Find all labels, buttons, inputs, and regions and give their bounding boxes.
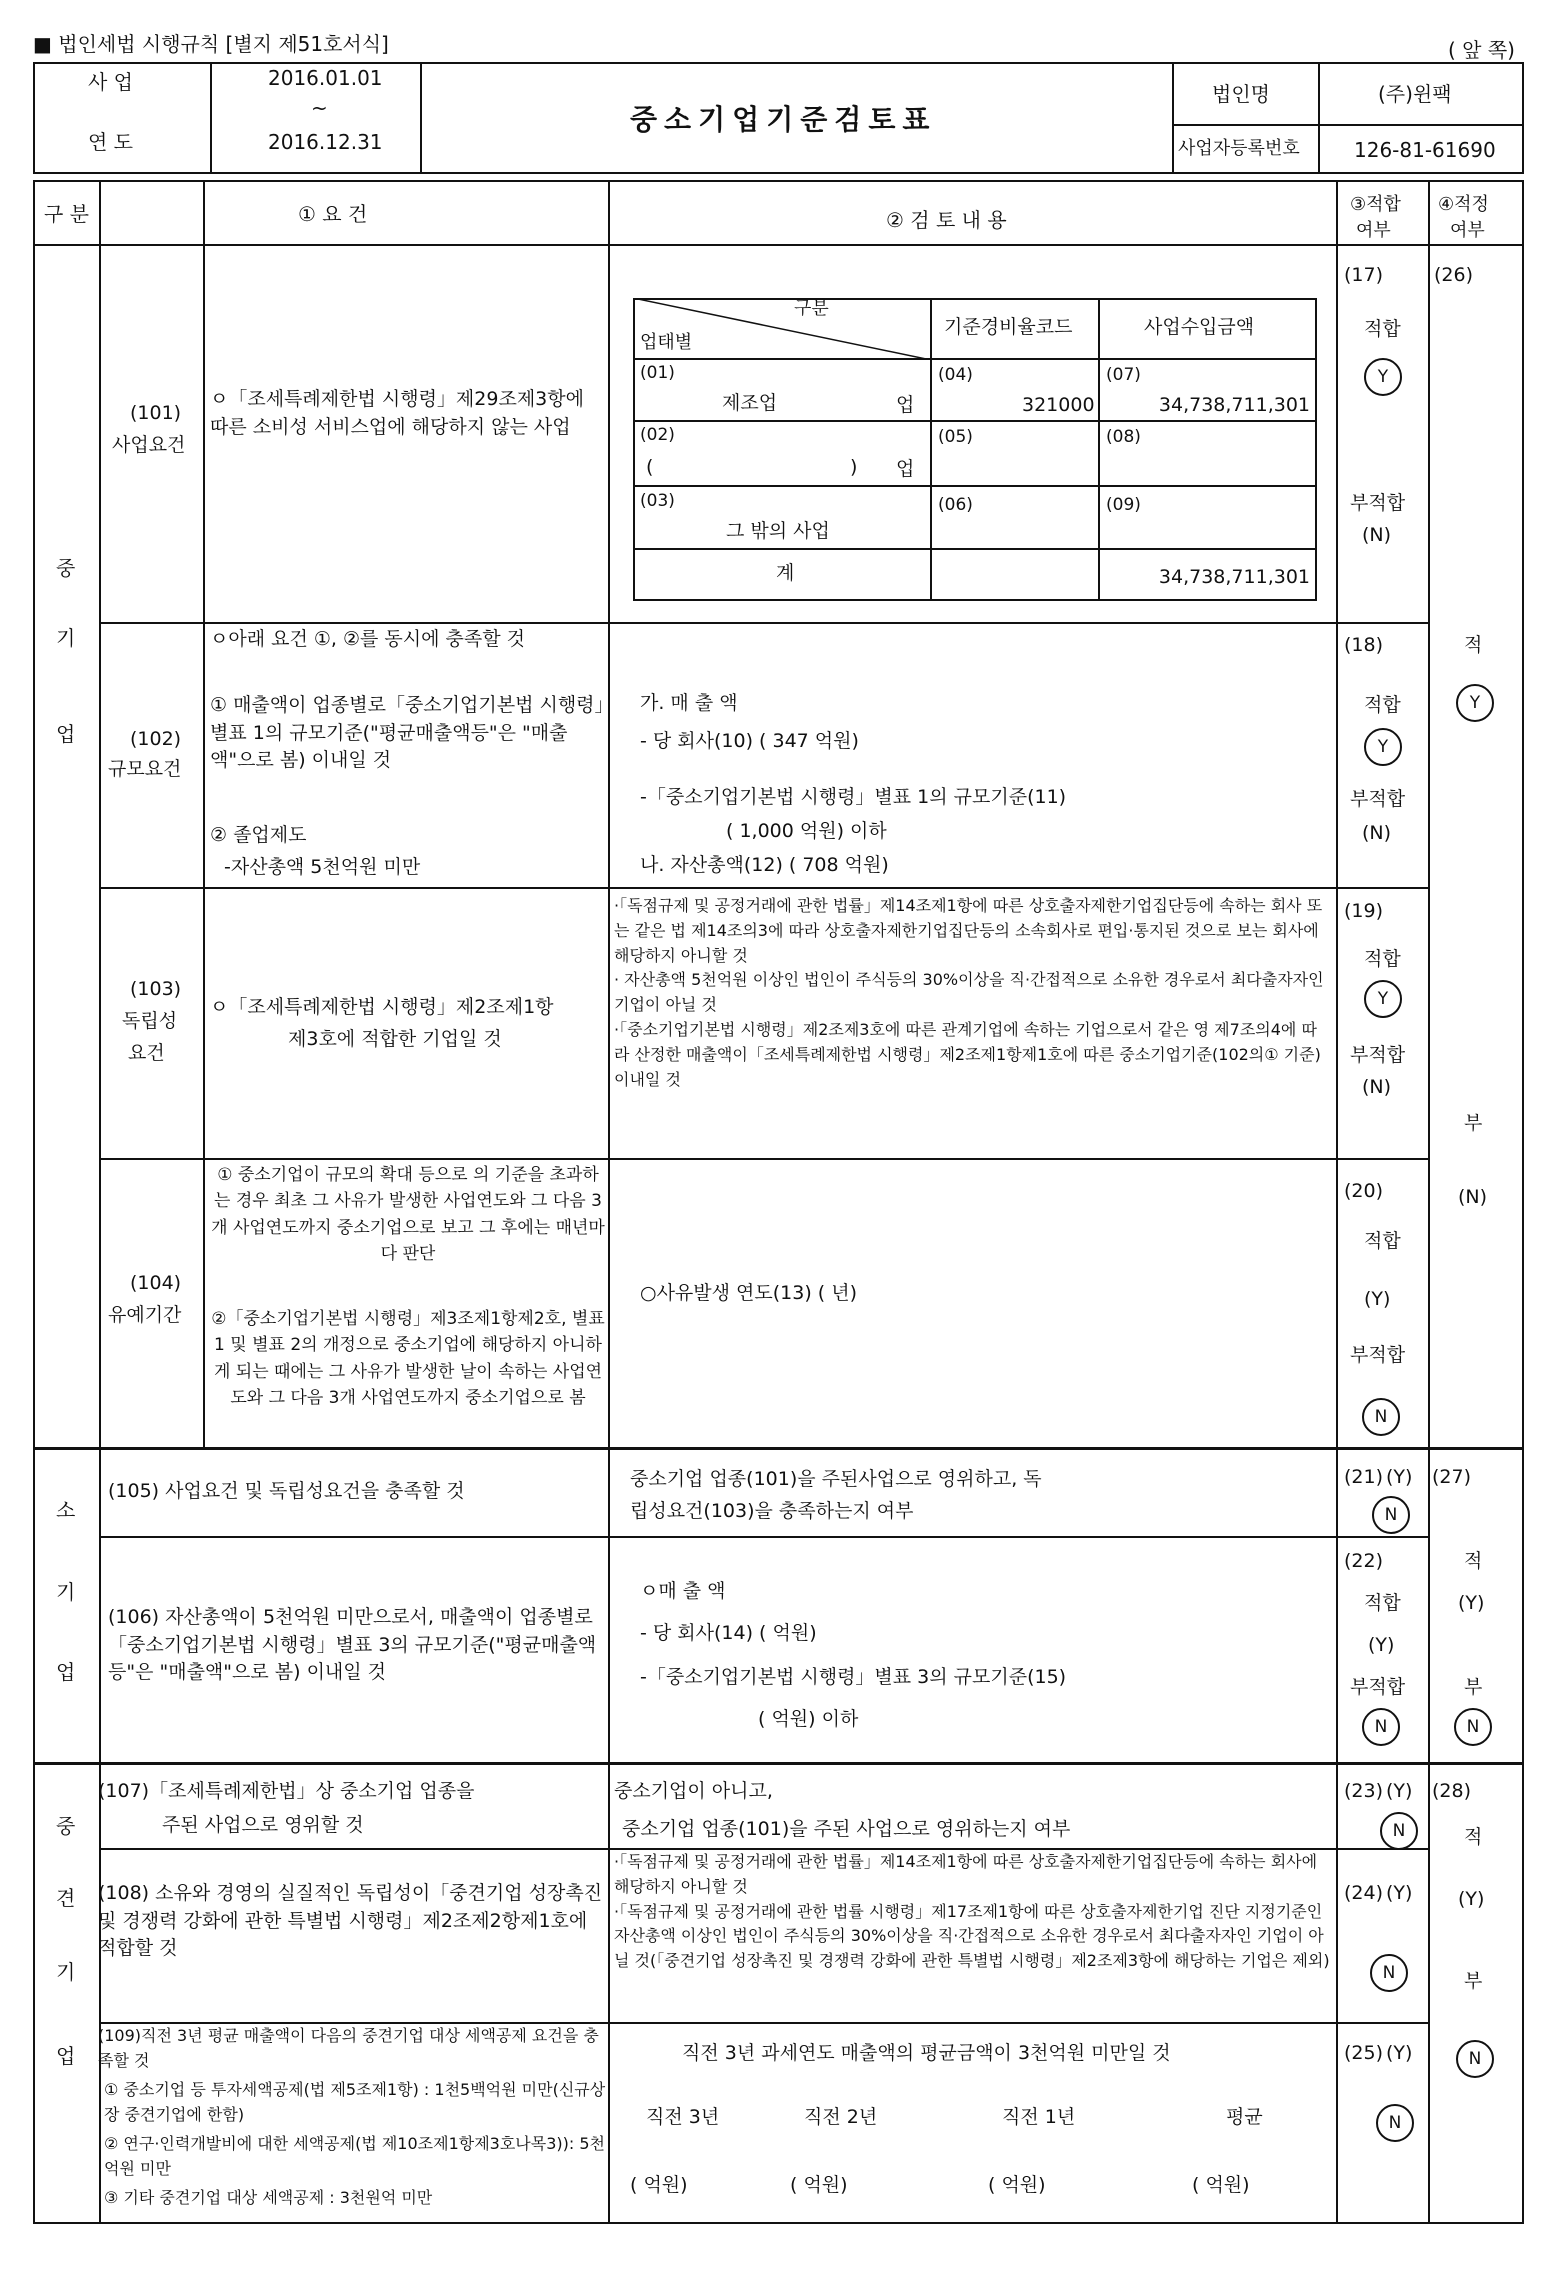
r109-y3: 직전 3년 xyxy=(646,2106,720,2128)
biz-reg-label: 사업자등록번호 xyxy=(1178,138,1300,159)
r103-fit-n: (N) xyxy=(1362,1076,1392,1098)
r101-row3-no: (03) xyxy=(640,491,675,511)
r103-fit-no-label: 부적합 xyxy=(1350,1044,1406,1066)
col-fit-1: ③적합 xyxy=(1350,194,1401,215)
r102-rev-a2: -「중소기업기본법 시행령」별표 1의 규모기준(11) xyxy=(640,786,1067,808)
r109-amt-avg: ( 억원) xyxy=(1192,2174,1250,2196)
r106-rev-4: ( 억원) 이하 xyxy=(758,1708,859,1730)
r102-fit-y-circled: Y xyxy=(1364,728,1402,766)
r106-rev-3: -「중소기업기본법 시행령」별표 3의 규모기준(15) xyxy=(640,1666,1067,1688)
r103-req-2: 제3호에 적합한 기업일 것 xyxy=(288,1028,502,1050)
r101-row1-no: (01) xyxy=(640,363,675,383)
r101-row1-unit: 업 xyxy=(896,394,915,416)
r101-fit-yes: 적합 xyxy=(1364,318,1401,340)
group-small-1: 소 xyxy=(56,1498,76,1522)
eligible-1-label-2: 부 xyxy=(1464,1112,1483,1134)
r106-fit-yes: 적합 xyxy=(1364,1592,1401,1614)
r105-fit-no: (21) xyxy=(1344,1466,1384,1488)
r102-rev-a1: - 당 회사(10) ( 347 억원) xyxy=(640,730,859,752)
r101-row1-code: 321000 xyxy=(1022,394,1095,416)
r109-y2: 직전 2년 xyxy=(804,2106,878,2128)
r102-rev-a3: ( 1,000 억원) 이하 xyxy=(726,820,887,842)
r101-row2-code-no: (05) xyxy=(938,427,973,447)
r101-row2-unit: 업 xyxy=(896,458,915,480)
r102-req-intro: ㅇ아래 요건 ①, ②를 동시에 충족할 것 xyxy=(210,628,525,650)
r108-fit-no: (24) xyxy=(1344,1882,1384,1904)
col-category: 구 분 xyxy=(44,202,89,226)
r102-req-2b: -자산총액 5천억원 미만 xyxy=(224,856,421,878)
r107-req-2: 주된 사업으로 영위할 것 xyxy=(162,1814,364,1836)
r101-row1-amt-no: (07) xyxy=(1106,365,1141,385)
r104-fit-no-label: 부적합 xyxy=(1350,1344,1406,1366)
r107-req-1: (107)「조세특례제한법」상 중소기업 업종을 xyxy=(98,1780,475,1802)
col-requirements: ① 요 건 xyxy=(298,202,368,226)
r108-review: ·「독점규제 및 공정거래에 관한 법률」제14조제1항에 따른 상호출자제한기업집단등에 속하는 회사에 해당하지 아니할 것 ·「독점규제 및 공정거래에 관한 법률 시행령」제17조제1항에 따른 상호출자제한기업 진단 지정기준인 자산총액 이상인 법인이 주식등의 30%이상을 직·간접적으로 소유한 경우로서 최다출자자인 기업이 아닐 것(「중견기업 성장촉진 및 경쟁력 강화에 관한 특별법 시행령」제2조제3항에 해당하는 기업은 제외) xyxy=(614,1852,1330,1971)
r106-fit-n-circled: N xyxy=(1362,1708,1400,1746)
eligible-2-y: (Y) xyxy=(1458,1592,1485,1614)
r101-row3-code-no: (06) xyxy=(938,495,973,515)
r109-amt-y2: ( 억원) xyxy=(790,2174,848,2196)
group-small-2: 기 xyxy=(56,1580,76,1604)
year-label-2: 연 도 xyxy=(88,130,133,154)
r109-req-1: (109)직전 3년 평균 매출액이 다음의 중견기업 대상 세액공제 요건을 충족할 것 xyxy=(98,2026,599,2070)
group-mid-1: 중 xyxy=(56,1814,76,1838)
group-mid-4: 업 xyxy=(56,2044,76,2068)
r105-rev-2: 립성요건(103)을 충족하는지 여부 xyxy=(630,1500,914,1522)
r103-req-1: ㅇ「조세특례제한법 시행령」제2조제1항 xyxy=(210,996,554,1018)
year-label-1: 사 업 xyxy=(88,70,133,94)
r101-row3-name: 그 밖의 사업 xyxy=(726,520,830,542)
eligible-1-n: (N) xyxy=(1458,1186,1488,1208)
r103-name-1: 독립성 xyxy=(122,1010,178,1032)
period-start: 2016.01.01 xyxy=(268,66,383,90)
r101-row2-open: ( xyxy=(646,456,654,478)
r104-code: (104) xyxy=(130,1272,182,1294)
r102-fit-n: (N) xyxy=(1362,822,1392,844)
r108-req: (108) 소유와 경영의 실질적인 독립성이「중견기업 성장촉진 및 경쟁력 강화에 관한 특별법 시행령」제2조제2항제1호에 적합할 것 xyxy=(98,1882,603,1960)
corp-name-label: 법인명 xyxy=(1212,82,1270,106)
r109-fit-y: (Y) xyxy=(1386,2042,1413,2064)
eligible-3-n-circled: N xyxy=(1456,2040,1494,2078)
r109-req-4: ③ 기타 중견기업 대상 세액공제 : 3천원억 미만 xyxy=(104,2188,433,2207)
r106-req: (106) 자산총액이 5천억원 미만으로서, 매출액이 업종별로「중소기업기본법 시행령」별표 3의 규모기준("평균매출액등"은 "매출액"으로 봄) 이내일 것 xyxy=(108,1606,597,1684)
r104-fit-yes: 적합 xyxy=(1364,1230,1401,1252)
r102-req-2: ② 졸업제도 xyxy=(210,824,307,846)
r102-fit-yes: 적합 xyxy=(1364,694,1401,716)
r106-rev-2: - 당 회사(14) ( 억원) xyxy=(640,1622,817,1644)
r107-rev-1: 중소기업이 아니고, xyxy=(614,1780,773,1802)
page-side: ( 앞 쪽) xyxy=(1448,38,1515,62)
doc-title: 중소기업기준검토표 xyxy=(630,103,937,136)
r109-fit-no: (25) xyxy=(1344,2042,1384,2064)
r109-y1: 직전 1년 xyxy=(1002,2106,1076,2128)
r104-req-1: ① 중소기업이 규모의 확대 등으로 의 기준을 초과하는 경우 최초 그 사유가 발생한 사업연도와 그 다음 3개 사업연도까지 중소기업으로 보고 그 후에는 매년마다 판단 xyxy=(211,1165,605,1265)
biz-reg-no: 126-81-61690 xyxy=(1354,138,1496,162)
r108-fit-y: (Y) xyxy=(1386,1882,1413,1904)
r109-req-2: ① 중소기업 등 투자세액공제(법 제5조제1항) : 1천5백억원 미만(신규상장 중견기업에 한함) xyxy=(104,2080,606,2124)
r102-fit-no-label: 부적합 xyxy=(1350,788,1406,810)
r107-rev-2: 중소기업 업종(101)을 주된 사업으로 영위하는지 여부 xyxy=(622,1818,1071,1840)
r101-row1-code-no: (04) xyxy=(938,365,973,385)
r106-fit-no-label: 부적합 xyxy=(1350,1676,1406,1698)
r101-h-industry: 업태별 xyxy=(640,332,693,353)
col-review: ② 검 토 내 용 xyxy=(886,208,1007,232)
r104-fit-no: (20) xyxy=(1344,1180,1384,1202)
r109-req-3: ② 연구·인력개발비에 대한 세액공제(법 제10조제1항제3호나목3)): 5천억원 미만 xyxy=(104,2134,605,2178)
r104-req-2: ②「중소기업기본법 시행령」제3조제1항제2호, 별표 1 및 별표 2의 개정으로 중소기업에 해당하지 아니하게 되는 때에는 그 사유가 발생한 날이 속하는 사업연도와 그 다음 3개 사업연도까지 중소기업으로 봄 xyxy=(211,1309,605,1409)
r102-name: 규모요건 xyxy=(108,758,182,780)
r109-rev-title: 직전 3년 과세연도 매출액의 평균금액이 3천억원 미만일 것 xyxy=(682,2042,1171,2064)
r109-fit-n-circled: N xyxy=(1376,2104,1414,2142)
r101-requirement: ㅇ「조세특례제한법 시행령」제29조제3항에 따른 소비성 서비스업에 해당하지 않는 사업 xyxy=(210,388,584,438)
r101-row1-name: 제조업 xyxy=(722,392,778,414)
group-mid-2: 견 xyxy=(56,1886,76,1910)
eligible-3-label-2: 부 xyxy=(1464,1970,1483,1992)
r106-fit-y: (Y) xyxy=(1368,1634,1395,1656)
r105-req: (105) 사업요건 및 독립성요건을 충족할 것 xyxy=(108,1480,465,1502)
r103-fit-no: (19) xyxy=(1344,900,1384,922)
r105-fit-n-circled: N xyxy=(1372,1496,1410,1534)
corp-name: (주)윈팩 xyxy=(1378,82,1452,106)
r101-row2-close: ) xyxy=(850,456,858,478)
r101-name: 사업요건 xyxy=(112,434,186,456)
eligible-1-y-circled: Y xyxy=(1456,684,1494,722)
r104-name: 유예기간 xyxy=(108,1304,182,1326)
r105-fit-y: (Y) xyxy=(1386,1466,1413,1488)
r105-rev-1: 중소기업 업종(101)을 주된사업으로 영위하고, 독 xyxy=(630,1468,1042,1490)
eligible-2-no: (27) xyxy=(1432,1466,1472,1488)
col-eligible-1: ④적정 xyxy=(1438,194,1489,215)
r104-review: ○사유발생 연도(13) ( 년) xyxy=(640,1282,858,1304)
r101-h-amount: 사업수입금액 xyxy=(1144,316,1255,338)
r101-row2-amt-no: (08) xyxy=(1106,427,1141,447)
eligible-3-no: (28) xyxy=(1432,1780,1472,1802)
r104-fit-n-circled: N xyxy=(1362,1398,1400,1436)
r102-rev-b: 나. 자산총액(12) ( 708 억원) xyxy=(640,854,889,876)
r101-code: (101) xyxy=(130,402,182,424)
r103-review: ·「독점규제 및 공정거래에 관한 법률」제14조제1항에 따른 상호출자제한기업집단등에 속하는 회사 또는 같은 법 제14조의3에 따라 상호출자제한기업집단등의 소속회사로 편입·통지된 것으로 보는 회사에 해당하지 아니할 것 · 자산총액 5천억원 이상인 법인이 주식등의 30%이상을 직·간접적으로 소유한 경우로서 최다출자자인 기업이 아닐 것 ·「중소기업기본법 시행령」제2조제3호에 따른 관계기업에 속하는 기업으로서 같은 영 제7조의4에 따라 산정한 매출액이「조세특례제한법 시행령」제2조제1항제1호에 따른 중소기업기준(102의① 기준) 이내일 것 xyxy=(614,896,1324,1089)
r107-fit-y: (Y) xyxy=(1386,1780,1413,1802)
r108-fit-n-circled: N xyxy=(1370,1954,1408,1992)
group-sme-3: 업 xyxy=(56,722,76,746)
r102-req-1: ① 매출액이 업종별로「중소기업기본법 시행령」별표 1의 규모기준("평균매출액등"은 "매출액"으로 봄) 이내일 것 xyxy=(210,694,605,772)
col-fit-2: 여부 xyxy=(1356,220,1391,241)
eligible-3-y: (Y) xyxy=(1458,1888,1485,1910)
r101-row3-amt-no: (09) xyxy=(1106,495,1141,515)
eligible-2-n-circled: N xyxy=(1454,1708,1492,1746)
r109-avg: 평균 xyxy=(1226,2106,1263,2128)
r101-fit-no: (17) xyxy=(1344,264,1384,286)
eligible-2-label-2: 부 xyxy=(1464,1676,1483,1698)
eligible-3-label-1: 적 xyxy=(1464,1826,1483,1848)
form-title: ■ 법인세법 시행규칙 [별지 제51호서식] xyxy=(33,32,389,56)
r109-amt-y3: ( 억원) xyxy=(630,2174,688,2196)
r101-row2-no: (02) xyxy=(640,425,675,445)
r101-fit-y-circled: Y xyxy=(1364,358,1402,396)
period-tilde: ~ xyxy=(311,96,328,120)
group-small-3: 업 xyxy=(56,1660,76,1684)
r103-code: (103) xyxy=(130,978,182,1000)
r101-total-label: 계 xyxy=(776,562,795,584)
group-sme-2: 기 xyxy=(56,626,76,650)
r107-fit-no: (23) xyxy=(1344,1780,1384,1802)
eligible-1-label-1: 적 xyxy=(1464,634,1483,656)
r101-fit-n: (N) xyxy=(1362,524,1392,546)
r101-total-amt: 34,738,711,301 xyxy=(1158,566,1310,588)
r101-fit-no-label: 부적합 xyxy=(1350,492,1406,514)
r102-fit-no: (18) xyxy=(1344,634,1384,656)
r101-h-category: 구분 xyxy=(794,298,829,319)
r104-fit-y: (Y) xyxy=(1364,1288,1391,1310)
r103-fit-yes: 적합 xyxy=(1364,948,1401,970)
r101-h-code: 기준경비율코드 xyxy=(944,316,1073,338)
r101-row1-amt: 34,738,711,301 xyxy=(1158,394,1310,416)
r109-amt-y1: ( 억원) xyxy=(988,2174,1046,2196)
r107-fit-n-circled: N xyxy=(1380,1812,1418,1850)
r103-fit-y-circled: Y xyxy=(1364,980,1402,1018)
r102-rev-a: 가. 매 출 액 xyxy=(640,692,738,714)
period-end: 2016.12.31 xyxy=(268,130,383,154)
r103-name-2: 요건 xyxy=(128,1042,165,1064)
eligible-1-no: (26) xyxy=(1434,264,1474,286)
group-mid-3: 기 xyxy=(56,1960,76,1984)
r106-rev-1: ㅇ매 출 액 xyxy=(640,1580,726,1602)
r102-code: (102) xyxy=(130,728,182,750)
eligible-2-label-1: 적 xyxy=(1464,1550,1483,1572)
group-sme-1: 중 xyxy=(56,556,76,580)
r106-fit-no: (22) xyxy=(1344,1550,1384,1572)
col-eligible-2: 여부 xyxy=(1450,220,1485,241)
